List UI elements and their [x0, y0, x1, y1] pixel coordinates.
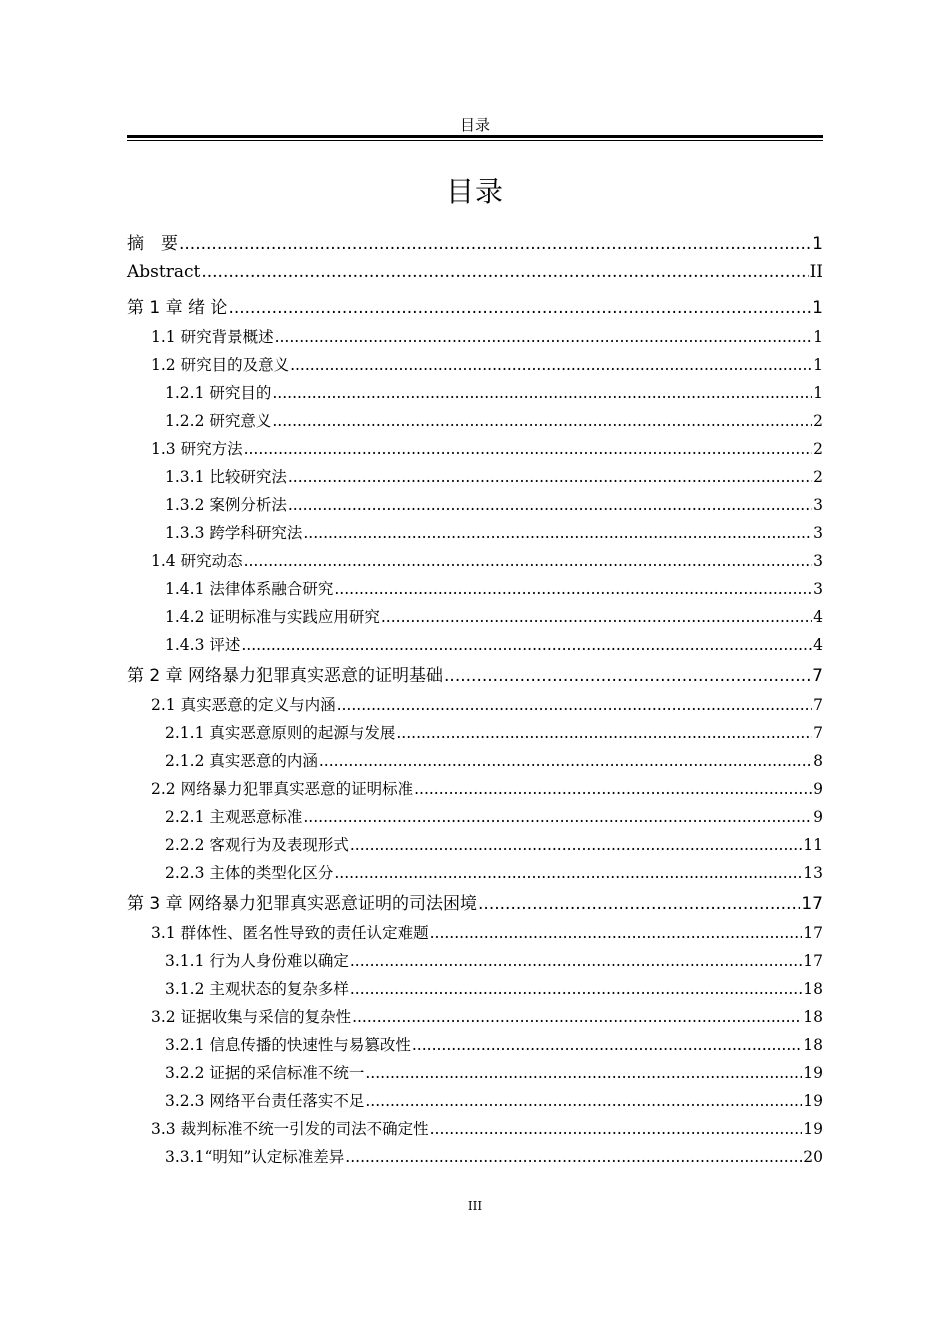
toc-entry-label: 1.2.2 研究意义 — [165, 412, 272, 430]
toc-entry-label: 3.2.2 证据的采信标准不统一 — [165, 1064, 365, 1082]
dot-leader — [350, 980, 802, 998]
toc-entry-page: 18 — [803, 1008, 823, 1026]
toc-entry-label: 1.4.1 法律体系融合研究 — [165, 580, 334, 598]
toc-entry-page: 7 — [813, 724, 823, 742]
toc-entry-page: 3 — [813, 552, 823, 570]
toc-entry-label: 第 1 章 绪 论 — [127, 298, 228, 318]
toc-entry[interactable] — [127, 353, 823, 375]
toc-entry-page: 20 — [803, 1148, 823, 1166]
toc-entry[interactable] — [127, 549, 823, 571]
toc-entry-page: 18 — [803, 1036, 823, 1054]
toc-entry-page: 17 — [803, 924, 823, 942]
dot-leader — [412, 1036, 802, 1054]
toc-entry-page: 2 — [813, 468, 823, 486]
toc-entry[interactable] — [127, 325, 823, 347]
toc-entry[interactable] — [127, 693, 823, 715]
toc-entry-label: 第 2 章 网络暴力犯罪真实恶意的证明基础 — [127, 666, 444, 686]
header-rule-thick — [127, 135, 823, 138]
dot-leader — [288, 468, 812, 486]
dot-leader — [244, 552, 813, 570]
page-title: 目录 — [445, 175, 504, 208]
dot-leader — [272, 384, 812, 402]
toc-entry-label: Abstract — [127, 262, 201, 282]
toc-entry[interactable] — [127, 293, 823, 318]
dot-leader — [334, 580, 812, 598]
toc-entry-page: 1 — [813, 384, 823, 402]
toc-entry-label: 1.3.2 案例分析法 — [165, 496, 287, 514]
toc-entry[interactable] — [127, 262, 823, 282]
toc-entry[interactable] — [127, 921, 823, 943]
toc-entry-page: 2 — [813, 440, 823, 458]
dot-leader — [478, 894, 800, 914]
toc-entry[interactable] — [127, 605, 823, 627]
toc-entry[interactable] — [127, 633, 823, 655]
toc-entry-label: 1.4 研究动态 — [151, 552, 243, 570]
toc-entry[interactable] — [127, 1033, 823, 1055]
toc-entry[interactable] — [127, 661, 823, 686]
toc-entry-page: 3 — [813, 524, 823, 542]
toc-entry-label: 2.2.2 客观行为及表现形式 — [165, 836, 349, 854]
toc-entry-label: 1.3.1 比较研究法 — [165, 468, 287, 486]
toc-entry-page: 19 — [803, 1120, 823, 1138]
toc-entry-label: 第 3 章 网络暴力犯罪真实恶意证明的司法困境 — [127, 894, 478, 914]
dot-leader — [365, 1064, 802, 1082]
dot-leader — [352, 1008, 802, 1026]
dot-leader — [345, 1148, 802, 1166]
toc-entry[interactable] — [127, 949, 823, 971]
toc-entry[interactable] — [127, 889, 823, 914]
dot-leader — [275, 328, 813, 346]
toc-entry-page: 17 — [801, 894, 823, 914]
toc-entry-page: 18 — [803, 980, 823, 998]
toc-entry-page: 2 — [813, 412, 823, 430]
toc-entry-page: II — [809, 262, 823, 282]
dot-leader — [201, 262, 808, 282]
dot-leader — [319, 752, 812, 770]
toc-entry[interactable] — [127, 805, 823, 827]
dot-leader — [444, 666, 811, 686]
toc-entry-page: 1 — [812, 234, 823, 254]
toc-entry-label: 1.3.3 跨学科研究法 — [165, 524, 303, 542]
running-header: 目录 — [459, 116, 490, 134]
dot-leader — [350, 836, 802, 854]
toc-entry[interactable] — [127, 1061, 823, 1083]
page-number: III — [467, 1199, 483, 1213]
toc-entry-page: 3 — [813, 580, 823, 598]
toc-entry-page: 13 — [803, 864, 823, 882]
toc-entry-page: 4 — [813, 636, 823, 654]
toc-entry-label: 3.1 群体性、匿名性导致的责任认定难题 — [151, 924, 429, 942]
toc-entry[interactable] — [127, 833, 823, 855]
toc-entry[interactable] — [127, 1117, 823, 1139]
toc-entry-label: 1.2 研究目的及意义 — [151, 356, 290, 374]
dot-leader — [365, 1092, 802, 1110]
dot-leader — [381, 608, 812, 626]
dot-leader — [303, 524, 812, 542]
dot-leader — [272, 412, 812, 430]
dot-leader — [228, 298, 811, 318]
toc-entry-label: 摘 要 — [127, 234, 178, 254]
toc-entry-page: 1 — [813, 356, 823, 374]
toc-entry-page: 4 — [813, 608, 823, 626]
toc-entry[interactable] — [127, 437, 823, 459]
toc-entry[interactable] — [127, 409, 823, 431]
toc-entry-label: 1.2.1 研究目的 — [165, 384, 272, 402]
dot-leader — [290, 356, 812, 374]
toc-entry-page: 1 — [812, 298, 823, 318]
toc-entry-label: 1.4.2 证明标准与实践应用研究 — [165, 608, 380, 626]
toc-entry-page: 7 — [812, 666, 823, 686]
toc-entry-page: 9 — [813, 780, 823, 798]
dot-leader — [430, 924, 803, 942]
toc-entry-page: 19 — [803, 1064, 823, 1082]
dot-leader — [241, 636, 812, 654]
toc-entry-page: 11 — [803, 836, 823, 854]
toc-entry[interactable] — [127, 521, 823, 543]
toc-entry-label: 3.2.3 网络平台责任落实不足 — [165, 1092, 365, 1110]
toc-entry[interactable] — [127, 861, 823, 883]
toc-entry[interactable] — [127, 1005, 823, 1027]
toc-entry-label: 2.1 真实恶意的定义与内涵 — [151, 696, 336, 714]
toc-entry[interactable] — [127, 229, 823, 254]
toc-entry-page: 1 — [813, 328, 823, 346]
toc-entry-label: 1.3 研究方法 — [151, 440, 243, 458]
toc-entry-page: 17 — [803, 952, 823, 970]
toc-entry-label: 3.1.1 行为人身份难以确定 — [165, 952, 349, 970]
toc-entry-label: 3.3.1“明知”认定标准差异 — [165, 1148, 345, 1166]
dot-leader — [337, 696, 813, 714]
toc-entry-label: 2.2.1 主观恶意标准 — [165, 808, 303, 826]
dot-leader — [414, 780, 812, 798]
dot-leader — [288, 496, 812, 514]
toc-entry-label: 3.2.1 信息传播的快速性与易篡改性 — [165, 1036, 411, 1054]
toc-entry[interactable] — [127, 977, 823, 999]
toc-entry-label: 1.1 研究背景概述 — [151, 328, 274, 346]
dot-leader — [303, 808, 812, 826]
toc-entry[interactable] — [127, 1145, 823, 1167]
toc-entry-page: 3 — [813, 496, 823, 514]
toc-entry-label: 2.1.2 真实恶意的内涵 — [165, 752, 318, 770]
toc-entry-label: 3.3 裁判标准不统一引发的司法不确定性 — [151, 1120, 429, 1138]
toc-entry-label: 1.4.3 评述 — [165, 636, 241, 654]
toc-entry[interactable] — [127, 465, 823, 487]
toc-entry-label: 3.1.2 主观状态的复杂多样 — [165, 980, 349, 998]
toc-entry[interactable] — [127, 721, 823, 743]
toc-entry[interactable] — [127, 381, 823, 403]
header-rule-thin — [127, 140, 823, 141]
toc-entry-page: 9 — [813, 808, 823, 826]
dot-leader — [244, 440, 813, 458]
toc-entry-label: 2.1.1 真实恶意原则的起源与发展 — [165, 724, 396, 742]
toc-entry-label: 2.2 网络暴力犯罪真实恶意的证明标准 — [151, 780, 414, 798]
toc-entry[interactable] — [127, 1089, 823, 1111]
toc-entry[interactable] — [127, 777, 823, 799]
dot-leader — [179, 234, 811, 254]
toc-entry[interactable] — [127, 493, 823, 515]
dot-leader — [396, 724, 812, 742]
toc-entry[interactable] — [127, 577, 823, 599]
dot-leader — [334, 864, 802, 882]
toc-entry-label: 3.2 证据收集与采信的复杂性 — [151, 1008, 352, 1026]
dot-leader — [430, 1120, 803, 1138]
toc-entry-page: 19 — [803, 1092, 823, 1110]
toc-entry-label: 2.2.3 主体的类型化区分 — [165, 864, 334, 882]
toc-entry-page: 7 — [813, 696, 823, 714]
toc-entry-page: 8 — [813, 752, 823, 770]
toc-entry[interactable] — [127, 749, 823, 771]
dot-leader — [350, 952, 802, 970]
